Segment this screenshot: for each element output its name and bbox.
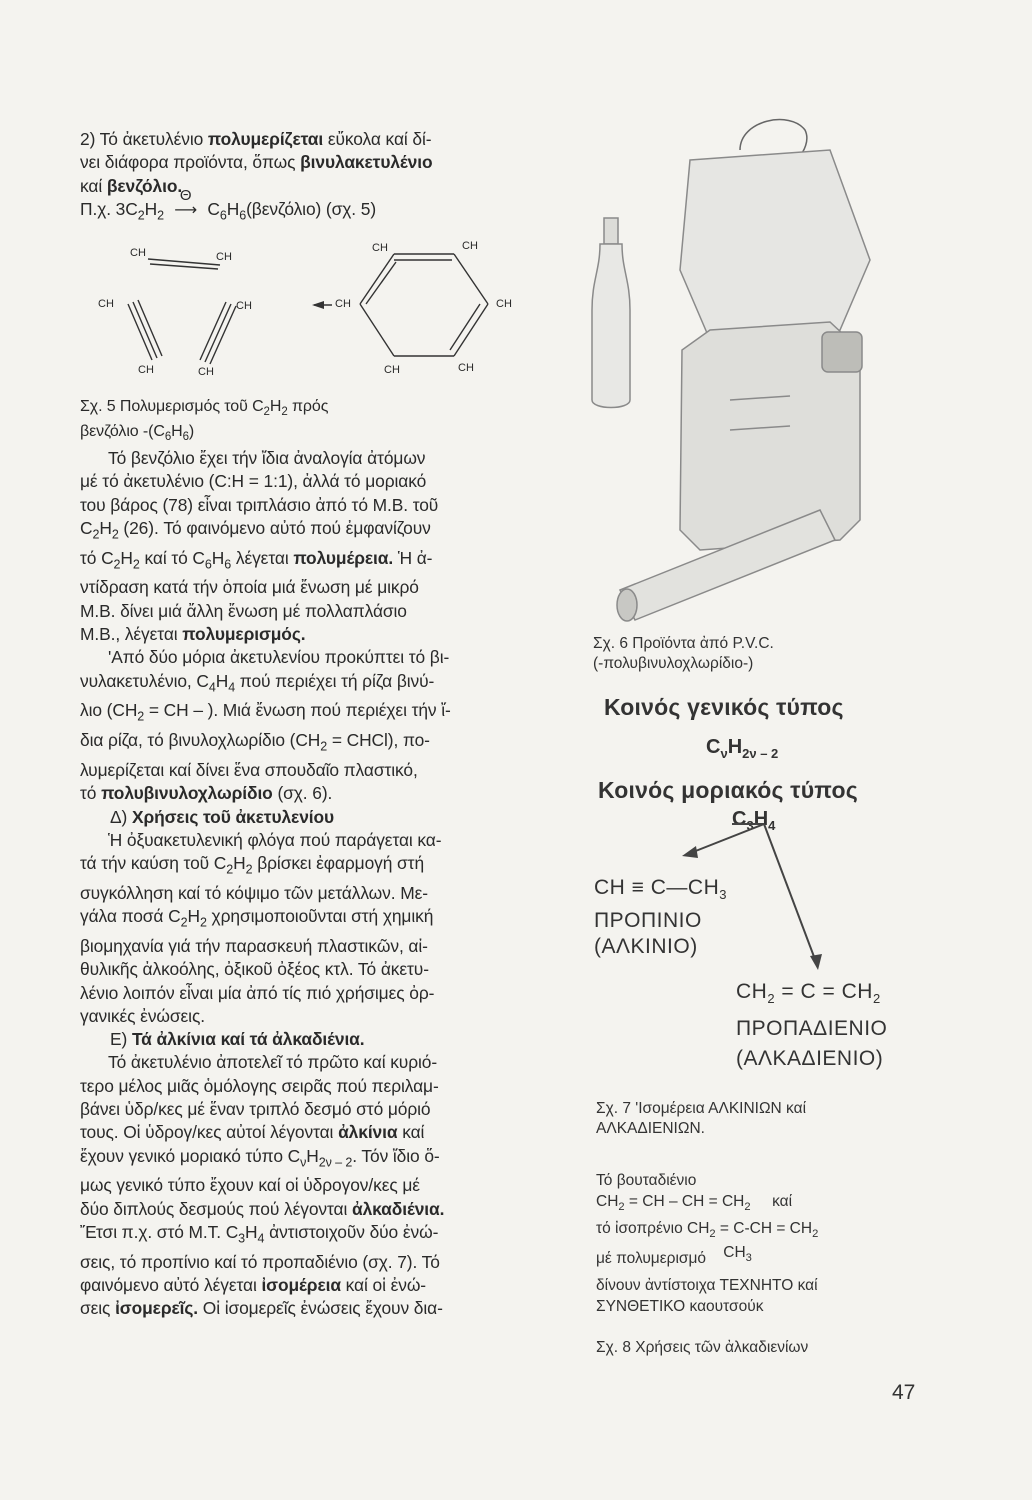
allene-class: (ΑΛΚΑΔΙΕΝΙΟ)	[736, 1047, 884, 1071]
common-general-formula-heading: Κοινός γενικός τύπος	[604, 694, 844, 720]
figure-8-caption: Σχ. 8 Χρήσεις τῶν ἀλκαδιενίων	[596, 1339, 809, 1356]
left-column	[80, 128, 580, 1321]
ch-label: CH	[462, 239, 478, 252]
ch-label: CH	[130, 246, 146, 259]
common-molecular-formula-heading: Κοινός μοριακός τύπος	[598, 777, 858, 803]
allene-name: ΠΡΟΠΑΔΙΕΝΙΟ	[736, 1017, 888, 1041]
figure-5-caption: Σχ. 5 Πολυμερισμός τοῦ $C_2H_2$ πρός βενζόλιο $-(C_6H_6)$	[80, 397, 329, 444]
ch-label: CH	[138, 363, 154, 376]
ch-label: CH	[98, 297, 114, 310]
ch-label: CH	[372, 241, 388, 254]
allene-structure: $CH_2 = C = CH_2$ ΠΡΟΠΑΔΙΕΝΙΟ (ΑΛΚΑΔΙΕΝΙΟ)	[736, 980, 888, 1071]
figure-5-diagram	[80, 232, 580, 397]
paragraph-acetylene-polymerizes: 2) Τό ἀκετυλένιο πολυμερίζεται εὔκολα καί δί- νει διάφορα προϊόντα, ὅπως βινυλακετυλένιο καί βενζόλιο.	[80, 129, 433, 196]
ch-label: CH	[335, 297, 351, 310]
page-number: 47	[892, 1381, 916, 1404]
pvc-products-illustration	[590, 100, 890, 640]
ch-label: CH	[384, 363, 400, 376]
ch-label: CH	[216, 250, 232, 263]
propyne-class: (ΑΛΚΙΝΙΟ)	[594, 935, 698, 959]
heat-arrow: Θ ⟶	[174, 186, 198, 219]
butadiene-isoprene-note: Τό βουταδιένιο $CH_2$ = CH – CH = $CH_2$ καί τό ἰσοπρένιο $CH_2 = C-CH = CH_2$	[596, 1172, 819, 1241]
general-formula: $C_\nu H_{2\nu - 2}$	[706, 736, 779, 761]
figure-7-caption: Σχ. 7 'Ισομέρεια ΑΛΚΙΝΙΩΝ καί ΑΛΚΑΔΙΕΝΙΩΝ.	[596, 1100, 807, 1137]
ch-label: CH	[458, 361, 474, 374]
acetylene-to-benzene-drawing	[80, 232, 580, 397]
paragraph-vinyl: 'Από δύο μόρια ἀκετυλενίου προκύπτει τό βι- νυλακετυλένιο, $C_4H_4$ πού περιέχει τή ρίζα βινύ- λιο ($CH_2$ = CH – ). Μιά ἔνωση πού περιέχει τήν ἴ- δια ρίζα, τό βινυλοχλωρίδιο ($CH_2$ = CHCl), πο- λυμερίζεται καί δίνει ἕνα σπουδαῖο πλαστικό, τό πολυβινυλοχλωρίδιο (σχ. 6).	[80, 647, 451, 804]
benzene-equation: Π.χ. $3C_2H_2$ Θ ⟶ $C_6H_6(\beta\varepsilon\nu\zeta ό\lambda\iota o)$ (σχ. 5)	[80, 186, 377, 223]
paragraph-uses: Ἡ ὀξυακετυλενική φλόγα πού παράγεται κα- τά τήν καύση τοῦ $C_2H_2$ βρίσκει ἐφαρμογή στή συγκόλληση καί τό κόψιμο τῶν μετάλλων. Με- γάλα ποσά $C_2H_2$ χρησιμοποιοῦνται στή χημική βιομηχανία γιά τήν παρασκευή πλαστικῶν, αἰ- θυλικῆς ἀλκοόλης, ὀξικοῦ ὀξέος κτλ. Τό ἀκετυ- λένιο λοιπόν εἶναι μία ἀπό τίς πιό χρήσιμες ὀρ- γανικές ἐνώσεις.	[80, 829, 442, 1026]
polymerization-note: μέ πολυμερισμό $CH_3$ δίνουν ἀντίστοιχα ΤΕΧΝΗΤΟ καί ΣΥΝΘΕΤΙΚΟ καουτσούκ	[596, 1244, 818, 1316]
molecular-formula: $C_3H_4$	[732, 808, 776, 833]
paragraph-polymerism: Τό βενζόλιο ἔχει τήν ἴδια ἀναλογία ἀτόμων μέ τό ἀκετυλένιο (C:H = 1:1), ἀλλά τό μοριακό του βάρος (78) εἶναι τριπλάσιο ἀπό τό Μ.Β. τοῦ $C_2H_2$ (26). Τό φαινόμενο αὐτό πού ἐμφανίζουν τό $C_2H_2$ καί τό $C_6H_6$ λέγεται πολυμέρεια. Ἡ ἀ- ντίδραση κατά τήν ὁποία μιά ἔνωση μέ μικρό Μ.Β. δίνει μιά ἄλλη ἔνωση μέ πολλαπλάσιο Μ.Β., λέγεται πολυμερισμός.	[80, 448, 439, 645]
propyne-structure: CH ≡ $C—CH_3$ ΠΡΟΠΙΝΙΟ (ΑΛΚΙΝΙΟ)	[594, 876, 727, 959]
ch-label: CH	[236, 299, 252, 312]
figure-6-caption: Σχ. 6 Προϊόντα ἀπό P.V.C. (-πολυβινυλοχλωρίδιο-)	[593, 635, 774, 672]
section-e-heading: Ε) Τά ἀλκίνια καί τά ἀλκαδιένια.	[110, 1029, 365, 1050]
section-d-heading: Δ) Χρήσεις τοῦ ἀκετυλενίου	[110, 806, 335, 827]
propyne-name: ΠΡΟΠΙΝΙΟ	[594, 909, 702, 933]
paragraph-alkynes: Τό ἀκετυλένιο ἀποτελεῖ τό πρῶτο καί κυριό- τερο μέλος μιᾶς ὁμόλογης σειρᾶς πού περιλαμ- βάνει ὑδρ/κες μέ ἕναν τριπλό δεσμό στό μόριό τους. Οἱ ὑδρογ/κες αὐτοί λέγονται ἀλκίνια καί ἔχουν γενικό μοριακό τύπο $C_\nu H_{2\nu - 2}$. Τόν ἴδιο ὅ- μως γενικό τύπο ἔχουν καί οἱ ὑδρογον/κες μέ δύο διπλούς δεσμούς πού λέγονται ἀλκαδιένια. Ἔτσι π.χ. στό Μ.Τ. $C_3H_4$ ἀντιστοιχοῦν δύο ἐνώ- σεις, τό προπίνιο καί τό προπαδιένιο (σχ. 7). Τό φαινόμενο αὐτό λέγεται ἰσομέρεια καί οἱ ἐνώ- σεις ἰσομερεῖς. Οἱ ἰσομερεῖς ἐνώσεις ἔχουν δια-	[80, 1052, 445, 1319]
ch-label: CH	[496, 297, 512, 310]
ch-label: CH	[198, 365, 214, 378]
